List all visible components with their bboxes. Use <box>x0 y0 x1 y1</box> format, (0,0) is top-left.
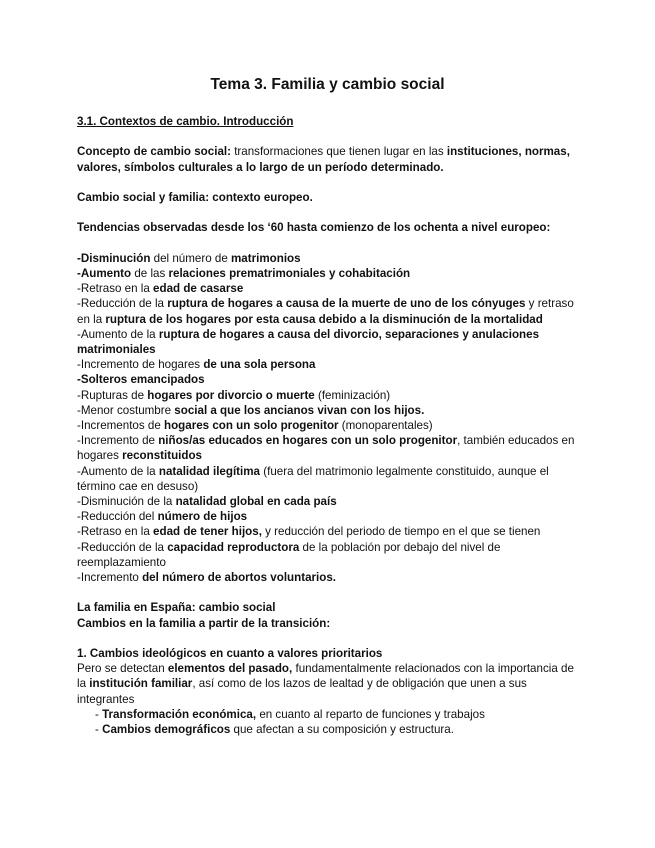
list-item: -Menor costumbre social a que los ancianos vivan con los hijos. <box>77 403 425 417</box>
cambio-europeo-heading: Cambio social y familia: contexto europeo. <box>77 190 313 204</box>
tendencias-heading: Tendencias observadas desde los ‘60 hasta comienzo de los ochenta a nivel europeo: <box>77 221 551 235</box>
list-item: -Incremento de niños/as educados en hogares con un solo progenitor, también educados en hogares reconstituidos <box>77 434 575 463</box>
list-item: -Retraso en la edad de tener hijos, y reducción del periodo de tiempo en el que se tienen <box>77 525 541 539</box>
sub-list-item: - Transformación económica, en cuanto al reparto de funciones y trabajos <box>95 707 485 721</box>
list-item: -Disminución de la natalidad global en cada país <box>77 495 337 509</box>
document-body <box>77 114 585 737</box>
list-item: -Incremento de hogares de una sola persona <box>77 358 316 372</box>
ideologicos-paragraph: Pero se detectan elementos del pasado, fundamentalmente relacionados con la importancia de la institución familiar, así como de los lazos de lealtad y de obligación que unen a sus integrantes <box>77 662 574 706</box>
list-item: -Incrementos de hogares con un solo progenitor (monoparentales) <box>77 419 433 432</box>
list-item: -Rupturas de hogares por divorcio o muerte (feminización) <box>77 388 391 402</box>
document-title: Tema 3. Familia y cambio social <box>210 76 445 93</box>
concepto-paragraph: Concepto de cambio social: transformaciones que tienen lugar en las instituciones, normas, valores, símbolos culturales a lo largo de un período determinado. <box>77 145 570 174</box>
list-item: -Reducción de la capacidad reproductora de la población por debajo del nivel de reemplazamiento <box>77 540 501 569</box>
espana-subheading: Cambios en la familia a partir de la transición: <box>77 616 331 630</box>
list-item: -Aumento de la ruptura de hogares a causa del divorcio, separaciones y anulaciones matrimoniales <box>77 327 540 356</box>
list-item: -Reducción del número de hijos <box>77 510 248 524</box>
espana-heading: La familia en España: cambio social <box>77 601 276 615</box>
ideologicos-heading: 1. Cambios ideológicos en cuanto a valores prioritarios <box>77 647 383 661</box>
list-item: -Incremento del número de abortos voluntarios. <box>77 571 336 585</box>
list-item: -Retraso en la edad de casarse <box>77 282 244 296</box>
list-item: -Disminución del número de matrimonios <box>77 251 301 265</box>
section-heading: 3.1. Contextos de cambio. Introducción <box>77 115 294 128</box>
list-item: -Reducción de la ruptura de hogares a causa de la muerte de uno de los cónyuges y retraso en la ruptura de los hogares por esta causa debido a la disminución de la mortalidad <box>77 297 574 326</box>
list-item: -Aumento de la natalidad ilegítima (fuera del matrimonio legalmente constituido, aunque el término cae en desuso) <box>77 464 549 493</box>
sub-list-item: - Cambios demográficos que afectan a su composición y estructura. <box>95 723 454 737</box>
list-item: -Solteros emancipados <box>77 373 205 387</box>
list-item: -Aumento de las relaciones prematrimoniales y cohabitación <box>77 266 411 280</box>
